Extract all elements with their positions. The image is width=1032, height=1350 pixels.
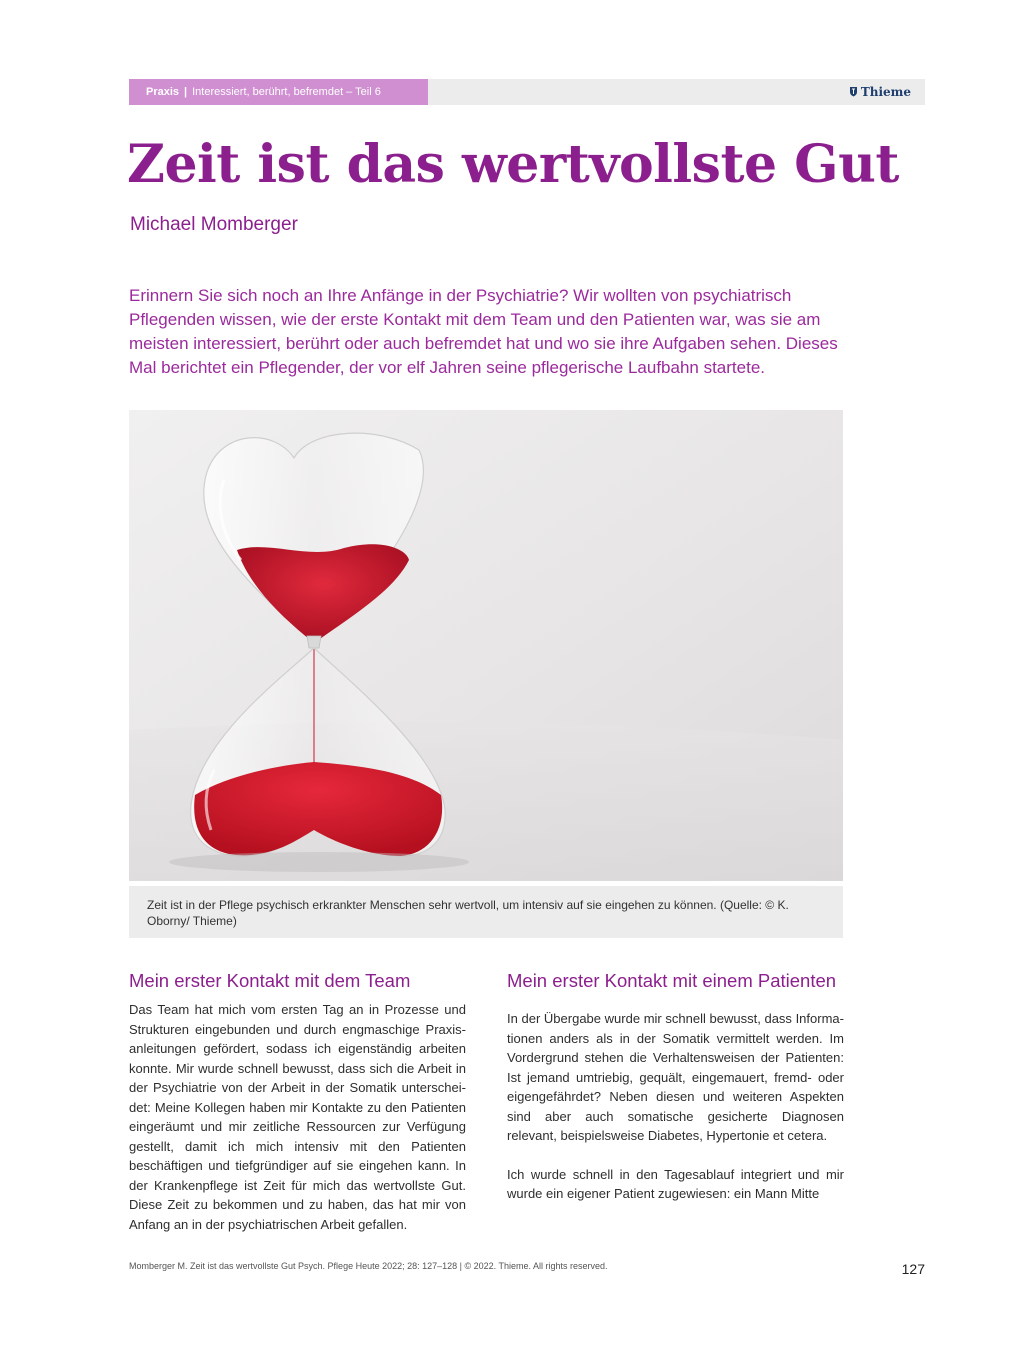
column-right — [507, 968, 844, 1204]
citation-footer: Momberger M. Zeit ist das wertvollste Gut Psych. Pflege Heute 2022; 28: 127–128 | © 2022. Thieme. All rights reserved. — [129, 1261, 608, 1271]
section-paragraph: Das Team hat mich vom ersten Tag an in Prozesse und Strukturen eingebunden und durch engmaschige Praxisanleitungen gefördert, sodass ich eigenständig arbeiten konnte. Mir wurde schnell bewusst, dass sich die Arbeit in der Psychiatrie von der Arbeit in der Somatik unterscheidet: Meine Kollegen haben mir Kontakte zu den Patienten eingeräumt und mir zeitliche Ressourcen zur Verfügung gestellt, damit ich mich intensiv mit den Patienten beschäftigen und tiefgründiger auf sie eingehen kann. In der Krankenpflege ist Zeit für mich das wertvollste Gut. Diese Zeit zu bekommen und zu haben, das hat mir von Anfang an in der psychiatrischen Arbeit gefallen. — [129, 1002, 466, 1232]
series-label: Interessiert, berührt, befremdet – Teil 6 — [192, 86, 381, 98]
section-tag — [129, 79, 428, 105]
section-heading-team: Mein erster Kontakt mit dem Team — [129, 970, 411, 991]
article-title: Zeit ist das wertvollste Gut — [127, 134, 899, 195]
section-heading-patient: Mein erster Kontakt mit einem Patienten — [507, 970, 837, 991]
column-left — [129, 968, 466, 1234]
section-separator: | — [184, 86, 188, 98]
publisher-logo — [849, 79, 911, 105]
thieme-seal-icon — [849, 86, 858, 97]
section-paragraph: In der Übergabe wurde mir schnell bewusst, dass Informationen anders als in der Somatik vermittelt werden. Im Vordergrund stehen die Verhaltensweisen der Patienten: Ist jemand umtriebig, gequält, eingemauert, fremd- oder eigengefährdet? Neben diesen und weiteren Aspekten sind aber auch somatische gesicherte Diagnosen relevant, beispielsweise Diabetes, Hypertonie et cetera. — [507, 1011, 844, 1143]
section-paragraph: Ich wurde schnell in den Tagesablauf integriert und mir wurde ein eigener Patient zugewiesen: ein Mann Mitte — [507, 1166, 844, 1201]
hourglass-photo — [129, 410, 843, 881]
section-label: Praxis — [146, 86, 180, 98]
hourglass-illustration — [129, 410, 843, 881]
running-header — [129, 79, 925, 105]
page-number: 127 — [901, 1261, 925, 1277]
publisher-name: Thieme — [860, 85, 911, 99]
figure-caption: Zeit ist in der Pflege psychisch erkrankter Menschen sehr wertvoll, um intensiv auf sie eingehen zu können. (Quelle: © K. Oborny/ Thieme) — [129, 886, 843, 938]
article-lead: Erinnern Sie sich noch an Ihre Anfänge in der Psychiatrie? Wir wollten von psychiatrisch Pflegenden wissen, wie der erste Kontakt mit dem Team und den Patienten war, was sie am meisten interessiert, berührt oder auch befremdet hat und wo sie ihre Aufgaben sehen. Dieses Mal berichtet ein Pflegender, der vor elf Jahren seine pflegerische Laufbahn startete. — [129, 286, 838, 377]
article-author: Michael Momberger — [130, 214, 298, 235]
